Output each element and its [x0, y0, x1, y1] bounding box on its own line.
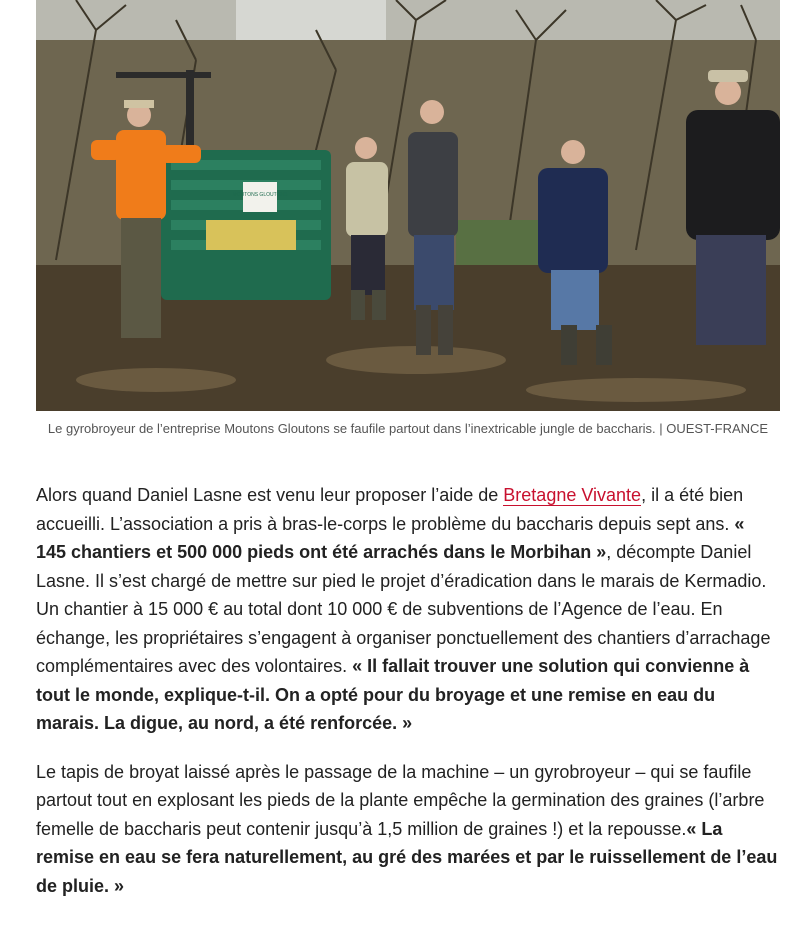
quote-remise-en-eau: « La remise en eau se fera naturellement, au gré des marées et par le ruissellement de l’eau de pluie. »	[36, 818, 778, 896]
paragraph-1-text-a: Alors quand Daniel Lasne est venu leur proposer l’aide de	[36, 485, 504, 505]
quote-solution: « Il fallait trouver une solution qui convienne à tout le monde, explique-t-il. On a opté pour du broyage et une remise en eau du marais. La digue, au nord, a été renforcée. »	[36, 656, 750, 733]
article-paragraph-1	[36, 481, 778, 738]
article-body	[36, 481, 778, 920]
paragraph-1-text-b: , il a été bien accueilli. L’association a pris à bras-le-corps le problème du baccharis depuis sept ans.	[36, 485, 744, 534]
photo-caption: Le gyrobroyeur de l’entreprise Moutons Gloutons se faufile partout dans l’inextricable jungle de baccharis. | OUEST-FRANCE	[47, 421, 769, 436]
article-photo	[36, 0, 780, 411]
paragraph-1-text-c: , décompte Daniel Lasne. Il s’est chargé de mettre sur pied le projet d’éradication dans le marais de Kermadio. Un chantier à 15 000 € au total dont 10 000 € de subventions de l’Agence de l’eau. En échange, les propriétaires s’engagent à organiser ponctuellement des chantiers d’arrachage complémentaires avec des volontaires.	[36, 542, 771, 676]
article-paragraph-2	[36, 758, 778, 901]
machine-sign-text: MOUTONS GLOUTONS	[232, 192, 288, 198]
bretagne-vivante-link[interactable]: Bretagne Vivante	[503, 485, 642, 505]
paragraph-2-text: Le tapis de broyat laissé après le passage de la machine – un gyrobroyeur – qui se faufile partout tout en explosant les pieds de la plante empêche la germination des graines (l’arbre femelle de baccharis peut contenir jusqu’à 1,5 million de graines !) et la repousse.	[36, 761, 765, 839]
photo-illustration	[36, 0, 780, 411]
quote-chantiers: « 145 chantiers et 500 000 pieds ont été arrachés dans le Morbihan »	[36, 513, 745, 562]
